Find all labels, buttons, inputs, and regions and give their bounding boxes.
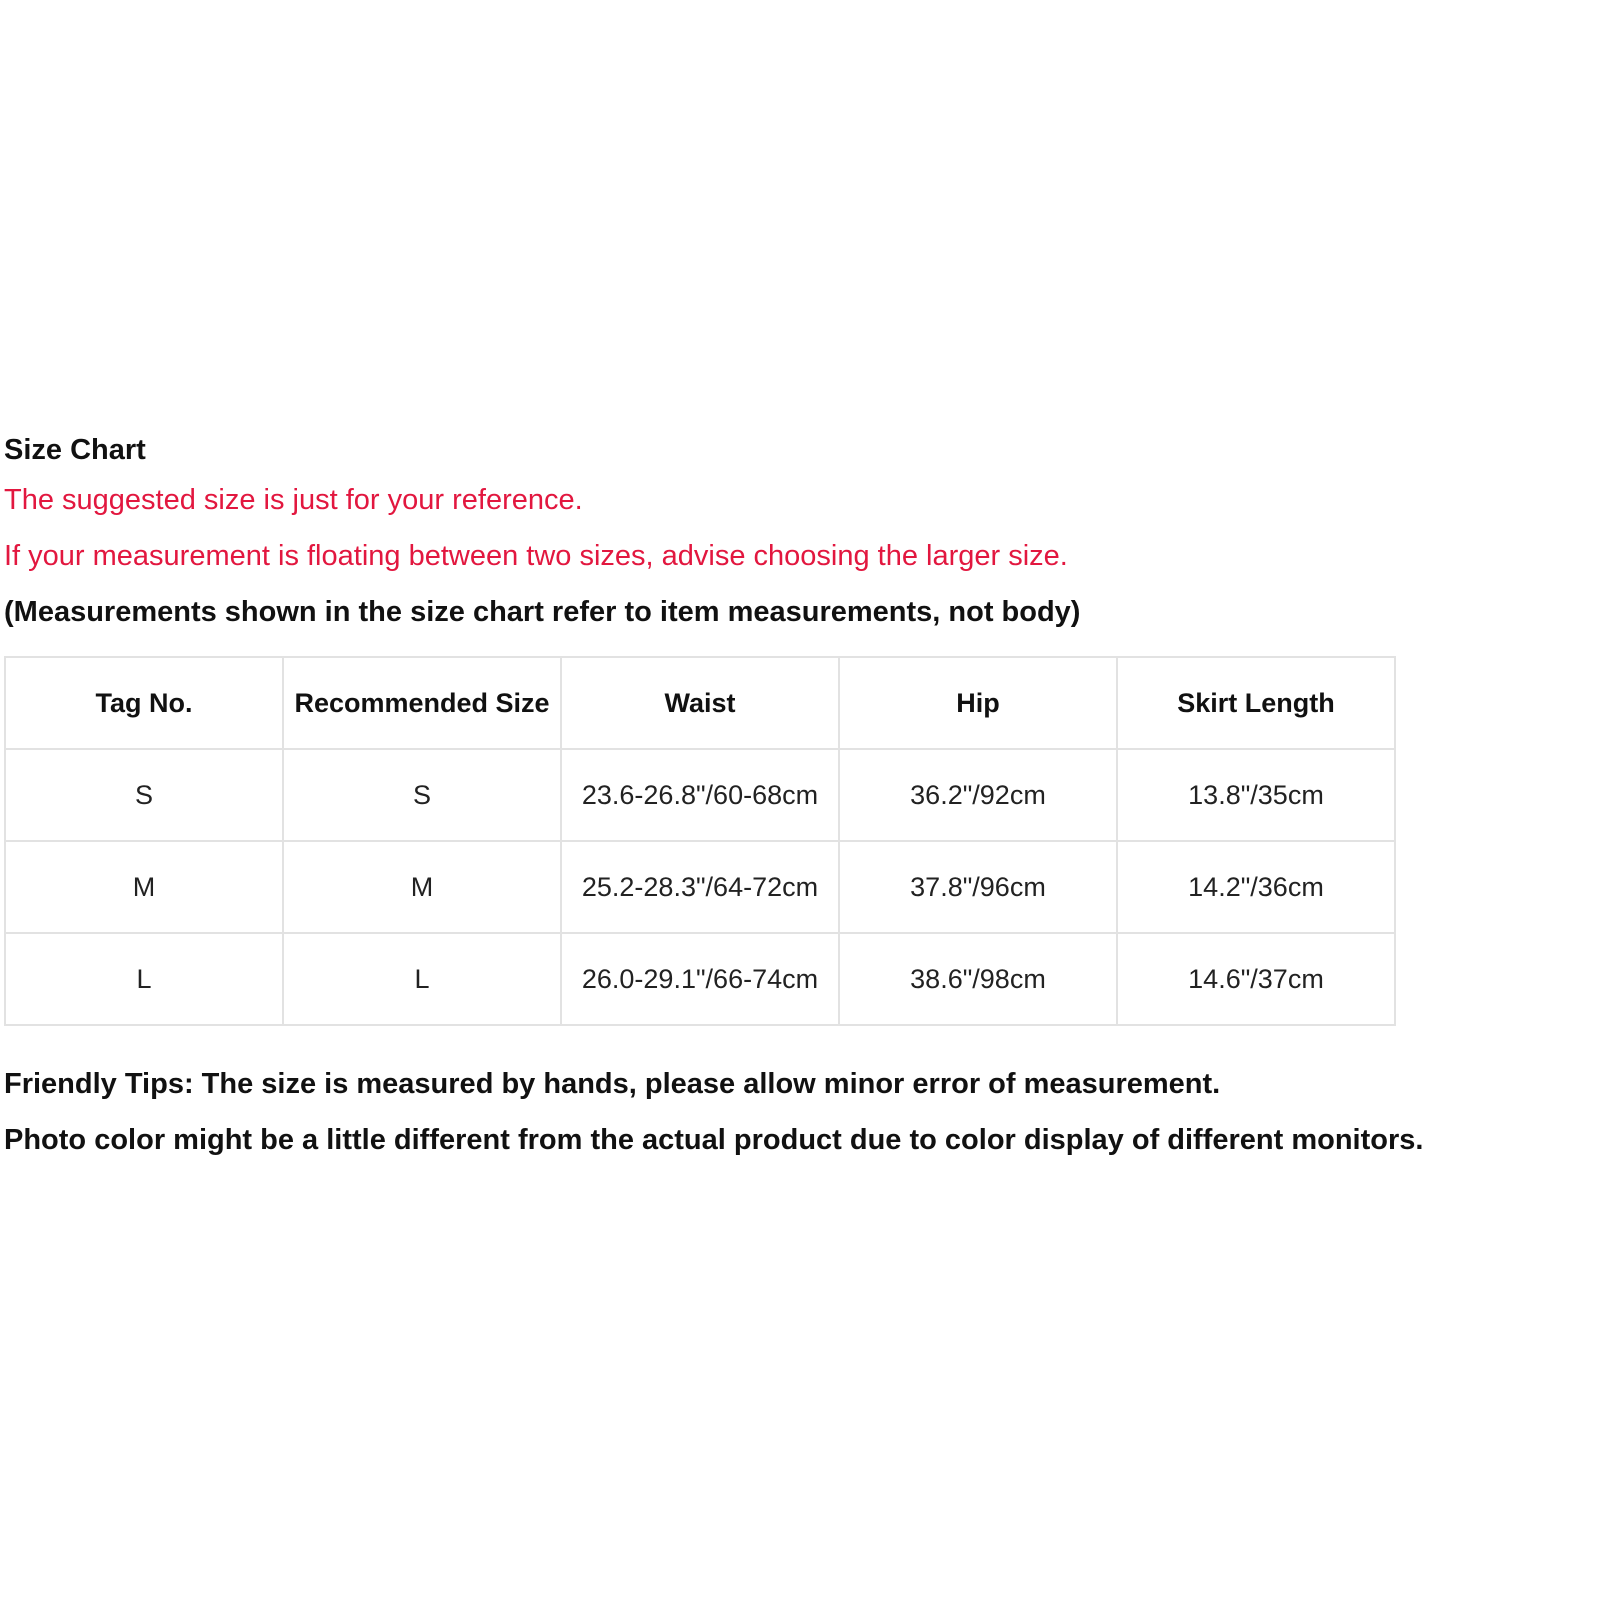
size-chart-section (4, 428, 1594, 1168)
cell-hip: 38.6"/98cm (839, 933, 1117, 1025)
cell-hip: 37.8"/96cm (839, 841, 1117, 933)
header-recommended-size: Recommended Size (283, 657, 561, 749)
cell-waist: 26.0-29.1"/66-74cm (561, 933, 839, 1025)
header-hip: Hip (839, 657, 1117, 749)
header-waist: Waist (561, 657, 839, 749)
table-row (5, 933, 1395, 1025)
cell-recommended-size: S (283, 749, 561, 841)
size-table (4, 656, 1396, 1026)
header-skirt-length: Skirt Length (1117, 657, 1395, 749)
tips-section (4, 1056, 1594, 1168)
cell-skirt-length: 13.8"/35cm (1117, 749, 1395, 841)
table-row (5, 749, 1395, 841)
cell-waist: 23.6-26.8"/60-68cm (561, 749, 839, 841)
cell-skirt-length: 14.2"/36cm (1117, 841, 1395, 933)
cell-tag-no: L (5, 933, 283, 1025)
cell-tag-no: M (5, 841, 283, 933)
larger-size-advice: If your measurement is floating between two sizes, advise choosing the larger size. (4, 540, 1068, 572)
cell-waist: 25.2-28.3"/64-72cm (561, 841, 839, 933)
page-title: Size Chart (4, 434, 146, 466)
color-disclaimer: Photo color might be a little different from the actual product due to color display of different monitors. (4, 1124, 1424, 1156)
friendly-tip: Friendly Tips: The size is measured by hands, please allow minor error of measurement. (4, 1068, 1221, 1100)
cell-recommended-size: L (283, 933, 561, 1025)
cell-recommended-size: M (283, 841, 561, 933)
measurement-disclaimer: (Measurements shown in the size chart refer to item measurements, not body) (4, 596, 1081, 628)
cell-tag-no: S (5, 749, 283, 841)
table-row (5, 841, 1395, 933)
header-tag-no: Tag No. (5, 657, 283, 749)
table-header-row (5, 657, 1395, 749)
cell-hip: 36.2"/92cm (839, 749, 1117, 841)
reference-note: The suggested size is just for your reference. (4, 484, 583, 516)
cell-skirt-length: 14.6"/37cm (1117, 933, 1395, 1025)
